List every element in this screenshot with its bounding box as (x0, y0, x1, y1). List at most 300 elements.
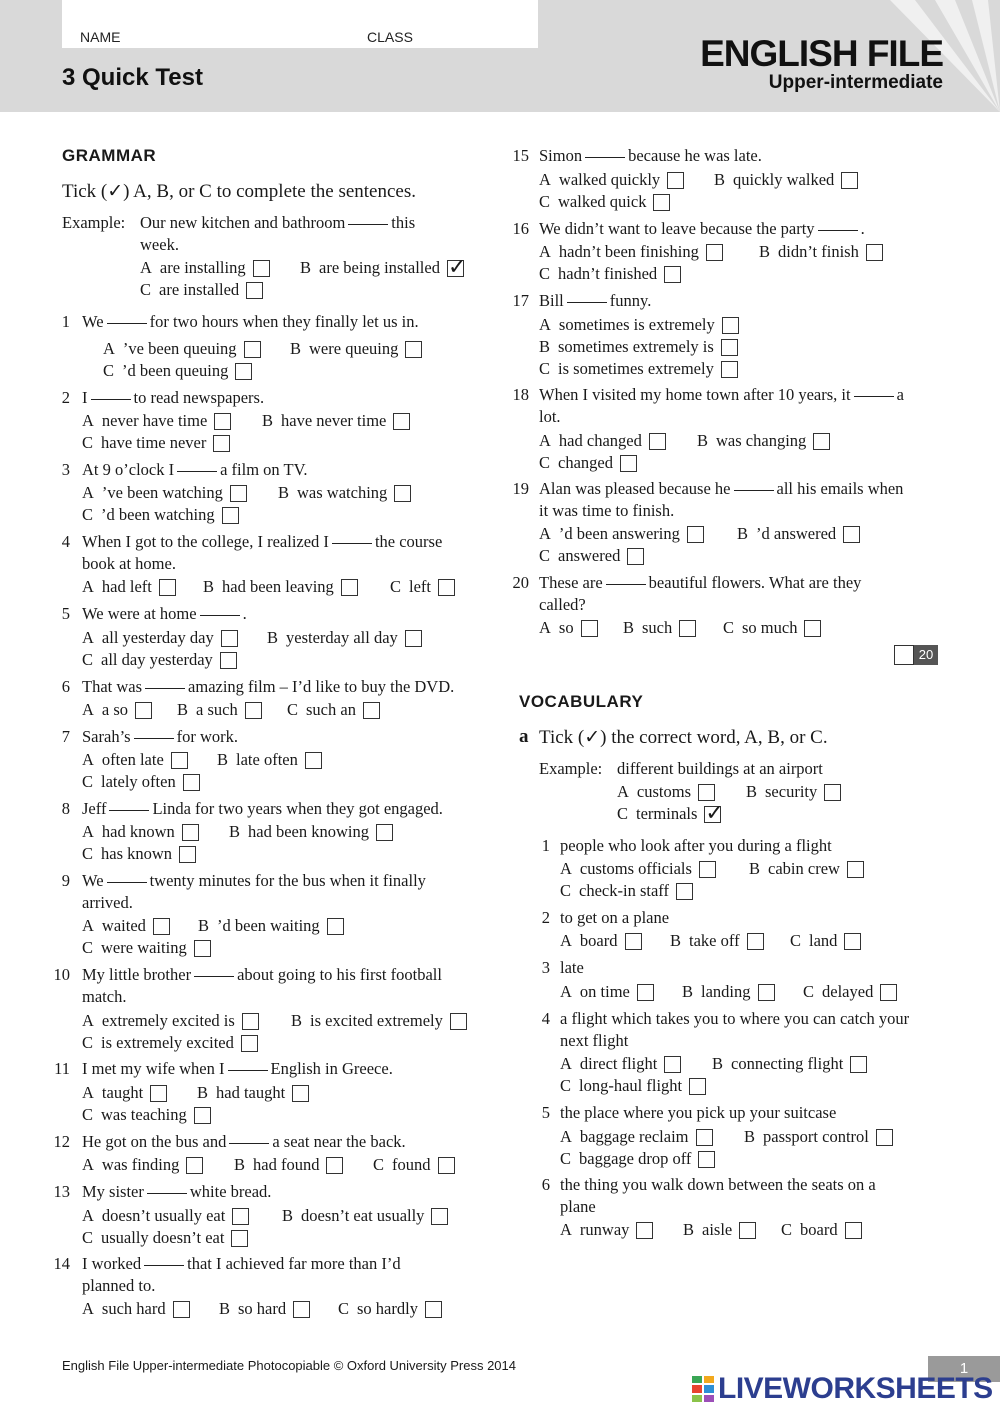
tick-box[interactable] (450, 1013, 467, 1030)
tick-box[interactable] (698, 1151, 715, 1168)
option-text: hadn’t finished (558, 264, 658, 283)
option-text: found (392, 1155, 431, 1174)
answer-blank (194, 976, 234, 977)
answer-blank (585, 157, 625, 158)
answer-option (217, 750, 322, 770)
option-letter: B (197, 1083, 209, 1102)
tick-box[interactable] (721, 361, 738, 378)
example-option (617, 804, 721, 824)
tick-box[interactable] (182, 824, 199, 841)
tick-box[interactable] (699, 861, 716, 878)
tick-box[interactable] (194, 1107, 211, 1124)
tick-box[interactable] (186, 1157, 203, 1174)
question-text-start: When I visited my home town after 10 years, it (539, 385, 851, 404)
option-text: so (558, 618, 574, 637)
option-letter: C (539, 453, 551, 472)
option-text: waited (101, 916, 146, 935)
option-text: sometimes extremely is (558, 337, 714, 356)
tick-box[interactable] (327, 918, 344, 935)
option-text: extremely excited is (101, 1011, 235, 1030)
vocab-example-text: different buildings at an airport (617, 759, 823, 778)
tick-box[interactable] (739, 1222, 756, 1239)
answer-option (82, 1033, 258, 1053)
question-text-end: funny. (609, 291, 652, 310)
question-text (82, 460, 308, 480)
page-header (0, 0, 1000, 112)
page-number: 1 (928, 1356, 1000, 1382)
answer-option (539, 546, 644, 566)
tick-box[interactable] (843, 526, 860, 543)
tick-box[interactable] (235, 363, 252, 380)
answer-blank (854, 396, 894, 397)
option-letter: A (560, 859, 572, 878)
tick-box[interactable] (173, 1301, 190, 1318)
answer-option (82, 483, 247, 503)
tick-box[interactable] (305, 752, 322, 769)
tick-box[interactable] (221, 630, 238, 647)
tick-box[interactable] (706, 244, 723, 261)
tick-box[interactable] (653, 194, 670, 211)
tick-box[interactable] (664, 266, 681, 283)
tick-box[interactable] (664, 1056, 681, 1073)
question-text-continued: lot. (539, 407, 561, 426)
question-text (539, 146, 762, 166)
question-text-start: I (82, 388, 88, 407)
option-letter: B (712, 1054, 724, 1073)
tick-box[interactable] (627, 548, 644, 565)
option-letter: C (103, 361, 115, 380)
answer-blank (145, 688, 185, 689)
tick-box[interactable] (637, 984, 654, 1001)
answer-option (82, 1105, 211, 1125)
tick-box[interactable] (363, 702, 380, 719)
answer-option (670, 931, 764, 951)
answer-option (82, 1083, 167, 1103)
option-text: passport control (763, 1127, 869, 1146)
tick-box[interactable] (625, 933, 642, 950)
option-text: doesn’t usually eat (101, 1206, 226, 1225)
option-text: late often (236, 750, 298, 769)
option-text: was finding (101, 1155, 180, 1174)
question-text (82, 388, 264, 408)
question-text-start: My little brother (82, 965, 192, 984)
question-text-start: That was (82, 677, 143, 696)
tick-box[interactable] (667, 172, 684, 189)
tick-box[interactable] (696, 1129, 713, 1146)
option-text: hadn’t been finishing (558, 242, 699, 261)
question-number: 1 (541, 836, 550, 855)
test-title: 3 Quick Test (62, 64, 203, 91)
answer-option (697, 431, 830, 451)
question-text-start: We were at home (82, 604, 197, 623)
option-text: so hard (238, 1299, 287, 1318)
option-letter: B (278, 483, 290, 502)
option-letter: A (82, 411, 94, 430)
answer-option (560, 1076, 706, 1096)
tick-box[interactable] (620, 455, 637, 472)
option-text: land (809, 931, 838, 950)
option-text: were waiting (101, 938, 187, 957)
tick-box[interactable] (721, 339, 738, 356)
tick-box[interactable] (171, 752, 188, 769)
question-text (560, 836, 832, 856)
option-letter: A (103, 339, 115, 358)
answer-blank (91, 399, 131, 400)
question-text-end: white bread. (189, 1182, 272, 1201)
question-text-end: the course (374, 532, 443, 551)
question-text-end: beautiful flowers. What are they (648, 573, 862, 592)
answer-option (82, 750, 188, 770)
question-text (82, 677, 454, 697)
answer-option (560, 1220, 653, 1240)
question-text-end: twenty minutes for the bus when it finally (149, 871, 426, 890)
example-option (746, 782, 841, 802)
question-text-start: to get on a plane (560, 908, 670, 927)
question-text-start: I worked (82, 1254, 142, 1273)
answer-option (82, 433, 230, 453)
tick-box[interactable] (244, 341, 261, 358)
option-text: long-haul flight (579, 1076, 683, 1095)
option-text: yesterday all day (286, 628, 398, 647)
answer-option (560, 982, 654, 1002)
option-text: baggage reclaim (579, 1127, 689, 1146)
answer-option (539, 315, 739, 335)
option-letter: A (539, 524, 551, 543)
question-text-start: These are (539, 573, 603, 592)
answer-option (803, 982, 897, 1002)
tick-box[interactable] (722, 317, 739, 334)
option-letter: A (82, 1155, 94, 1174)
tick-box[interactable] (150, 1085, 167, 1102)
tick-box[interactable] (326, 1157, 343, 1174)
option-text: sometimes is extremely (558, 315, 715, 334)
option-letter: B (203, 577, 215, 596)
option-letter: A (539, 170, 551, 189)
option-text: had found (253, 1155, 320, 1174)
option-text: board (579, 931, 618, 950)
option-text: had known (101, 822, 175, 841)
option-letter: C (781, 1220, 793, 1239)
answer-option (82, 1155, 203, 1175)
answer-option (82, 822, 199, 842)
option-letter: B (749, 859, 761, 878)
tick-box[interactable] (213, 435, 230, 452)
option-letter: C (539, 359, 551, 378)
answer-option (103, 361, 252, 381)
tick-box[interactable] (135, 702, 152, 719)
question-text-start: people who look after you during a flight (560, 836, 832, 855)
answer-option (262, 411, 410, 431)
tick-box[interactable] (394, 485, 411, 502)
tick-box[interactable] (438, 579, 455, 596)
vocabulary-instruction: Tick (✓) the correct word, A, B, or C. (539, 727, 828, 748)
answer-option (539, 618, 598, 638)
answer-option (712, 1054, 867, 1074)
tick-box[interactable] (179, 846, 196, 863)
question-text (82, 312, 419, 332)
answer-option (291, 1011, 467, 1031)
tick-box[interactable] (241, 1035, 258, 1052)
option-letter: A (560, 1127, 572, 1146)
question-number: 4 (61, 532, 70, 551)
option-letter: C (82, 1228, 94, 1247)
option-letter: C (539, 546, 551, 565)
option-letter: C (82, 938, 94, 957)
example-option (140, 258, 270, 278)
question-text-start: the place where you pick up your suitcase (560, 1103, 837, 1122)
option-letter: B (291, 1011, 303, 1030)
option-text: ’d been watching (101, 505, 215, 524)
answer-blank (818, 230, 858, 231)
option-letter: A (560, 982, 572, 1001)
question-text-end: because he was late. (628, 146, 762, 165)
option-text: is excited extremely (310, 1011, 443, 1030)
option-text: so hardly (357, 1299, 418, 1318)
question-text (82, 871, 426, 891)
tick-box[interactable] (844, 933, 861, 950)
tick-box[interactable] (847, 861, 864, 878)
tick-box[interactable] (230, 485, 247, 502)
answer-option (682, 982, 775, 1002)
answer-option (82, 772, 200, 792)
question-number: 5 (541, 1103, 550, 1122)
option-text: often late (101, 750, 164, 769)
option-text: delayed (822, 982, 874, 1001)
question-text-end: for work. (176, 727, 238, 746)
tick-box[interactable] (636, 1222, 653, 1239)
name-class-box (62, 0, 538, 48)
question-text-end: for two hours when they finally let us in. (149, 312, 419, 331)
option-text: had taught (216, 1083, 286, 1102)
answer-option (82, 1011, 259, 1031)
answer-option (82, 577, 176, 597)
option-text: lately often (101, 772, 176, 791)
tick-box[interactable] (876, 1129, 893, 1146)
option-text: so much (742, 618, 798, 637)
option-letter: B (290, 339, 302, 358)
answer-option (177, 700, 262, 720)
answer-option (82, 1206, 249, 1226)
tick-box[interactable] (242, 1013, 259, 1030)
tick-box[interactable] (676, 883, 693, 900)
option-text: a so (101, 700, 129, 719)
option-letter: A (82, 1011, 94, 1030)
option-letter: B (219, 1299, 231, 1318)
option-letter: C (338, 1299, 350, 1318)
option-text: customs (636, 782, 692, 801)
answer-option (790, 931, 861, 951)
tick-box[interactable] (376, 824, 393, 841)
option-letter: B (198, 916, 210, 935)
tick-box[interactable] (222, 507, 239, 524)
question-text-end: . (242, 604, 247, 623)
tick-box[interactable] (405, 341, 422, 358)
answer-option (560, 1149, 715, 1169)
question-text-continued: book at home. (82, 554, 176, 573)
tick-box[interactable] (698, 784, 715, 801)
question-text-continued: plane (560, 1197, 596, 1216)
tick-box[interactable] (841, 172, 858, 189)
example-option (617, 782, 715, 802)
option-text: had changed (558, 431, 642, 450)
option-text: such (642, 618, 673, 637)
checked-tick-box[interactable] (704, 806, 721, 823)
tick-box[interactable] (214, 413, 231, 430)
option-letter: C (82, 844, 94, 863)
option-letter: C (790, 931, 802, 950)
question-text (560, 1103, 836, 1123)
question-text-continued: called? (539, 595, 586, 614)
tick-box[interactable] (747, 933, 764, 950)
question-number: 4 (541, 1009, 550, 1028)
tick-box[interactable] (679, 620, 696, 637)
answer-option (278, 483, 411, 503)
question-text (82, 532, 442, 552)
answer-option (539, 337, 738, 357)
question-text-continued: match. (82, 987, 127, 1006)
tick-box[interactable] (159, 579, 176, 596)
tick-box[interactable] (866, 244, 883, 261)
tick-box[interactable] (232, 1208, 249, 1225)
tick-box[interactable] (425, 1301, 442, 1318)
question-text (560, 1175, 876, 1195)
option-letter: B (623, 618, 635, 637)
question-number: 9 (61, 871, 70, 890)
tick-box[interactable] (220, 652, 237, 669)
question-number: 16 (512, 219, 529, 238)
question-text-start: My sister (82, 1182, 144, 1201)
vocabulary-title: VOCABULARY (519, 692, 644, 711)
tick-box[interactable] (758, 984, 775, 1001)
answer-blank (107, 882, 147, 883)
option-letter: B (746, 782, 758, 801)
answer-option (338, 1299, 442, 1319)
tick-box[interactable] (341, 579, 358, 596)
answer-blank (228, 1070, 268, 1071)
tick-box[interactable] (850, 1056, 867, 1073)
question-text-continued: next flight (560, 1031, 629, 1050)
footer-book: English File Upper-intermediate (62, 1358, 245, 1373)
answer-option (623, 618, 696, 638)
option-text: left (409, 577, 432, 596)
tick-box[interactable] (231, 1230, 248, 1247)
answer-option (219, 1299, 310, 1319)
option-letter: C (560, 881, 572, 900)
option-text: answered (558, 546, 621, 565)
question-number: 20 (512, 573, 529, 592)
tick-box[interactable] (438, 1157, 455, 1174)
option-text: are being installed (319, 258, 440, 277)
tick-box[interactable] (687, 526, 704, 543)
tick-box[interactable] (183, 774, 200, 791)
option-letter: A (82, 916, 94, 935)
vocabulary-part-label: a (519, 726, 529, 747)
option-text: changed (558, 453, 613, 472)
answer-option (539, 170, 684, 190)
tick-box[interactable] (824, 784, 841, 801)
question-text-start: Simon (539, 146, 583, 165)
tick-box[interactable] (813, 433, 830, 450)
option-text: runway (579, 1220, 630, 1239)
answer-option (82, 938, 211, 958)
liveworksheets-logo (692, 1372, 993, 1406)
option-letter: A (82, 483, 94, 502)
answer-option (82, 650, 237, 670)
tick-box[interactable] (194, 940, 211, 957)
option-text: all day yesterday (101, 650, 213, 669)
answer-blank (144, 1265, 184, 1266)
option-text: aisle (702, 1220, 733, 1239)
option-text: never have time (101, 411, 208, 430)
question-number: 11 (54, 1059, 70, 1078)
question-text-start: He got on the bus and (82, 1132, 227, 1151)
answer-blank (348, 224, 388, 225)
tick-box[interactable] (880, 984, 897, 1001)
option-letter: C (390, 577, 402, 596)
answer-option (539, 524, 704, 544)
option-letter: A (560, 931, 572, 950)
tick-box[interactable] (246, 282, 263, 299)
question-text (560, 908, 669, 928)
brand-title: ENGLISH FILE (700, 33, 943, 74)
answer-option (267, 628, 422, 648)
footer-copyright: Photocopiable © Oxford University Press 2014 (247, 1358, 516, 1373)
option-text: was changing (716, 431, 807, 450)
option-letter: C (82, 1105, 94, 1124)
option-text: doesn’t eat usually (301, 1206, 425, 1225)
option-text: quickly walked (733, 170, 835, 189)
answer-option (744, 1127, 893, 1147)
score-input[interactable] (894, 645, 914, 665)
question-number: 5 (61, 604, 70, 623)
question-number: 7 (61, 727, 70, 746)
grammar-score (894, 645, 938, 665)
tick-box[interactable] (649, 433, 666, 450)
option-letter: A (82, 1083, 94, 1102)
tick-box[interactable] (804, 620, 821, 637)
option-letter: C (82, 433, 94, 452)
tick-box[interactable] (253, 260, 270, 277)
option-letter: B (744, 1127, 756, 1146)
tick-box[interactable] (245, 702, 262, 719)
tick-box[interactable] (153, 918, 170, 935)
answer-blank (567, 302, 607, 303)
tick-box[interactable] (581, 620, 598, 637)
question-number: 2 (541, 908, 550, 927)
option-letter: B (682, 982, 694, 1001)
option-text: taught (101, 1083, 144, 1102)
tick-box[interactable] (405, 630, 422, 647)
tick-box[interactable] (293, 1301, 310, 1318)
tick-box[interactable] (393, 413, 410, 430)
answer-option (203, 577, 358, 597)
tick-box[interactable] (689, 1078, 706, 1095)
answer-option (781, 1220, 862, 1240)
question-text-start: a flight which takes you to where you can catch your (560, 1009, 910, 1028)
answer-option (560, 859, 716, 879)
checked-tick-box[interactable] (447, 260, 464, 277)
option-letter: C (803, 982, 815, 1001)
tick-box[interactable] (845, 1222, 862, 1239)
tick-box[interactable] (292, 1085, 309, 1102)
question-text-end: Linda for two years when they got engaged. (152, 799, 443, 818)
question-text (539, 291, 651, 311)
question-text (82, 604, 247, 624)
answer-option (82, 505, 239, 525)
option-text: ’d been queuing (122, 361, 229, 380)
tick-box[interactable] (431, 1208, 448, 1225)
option-text: are installing (159, 258, 246, 277)
